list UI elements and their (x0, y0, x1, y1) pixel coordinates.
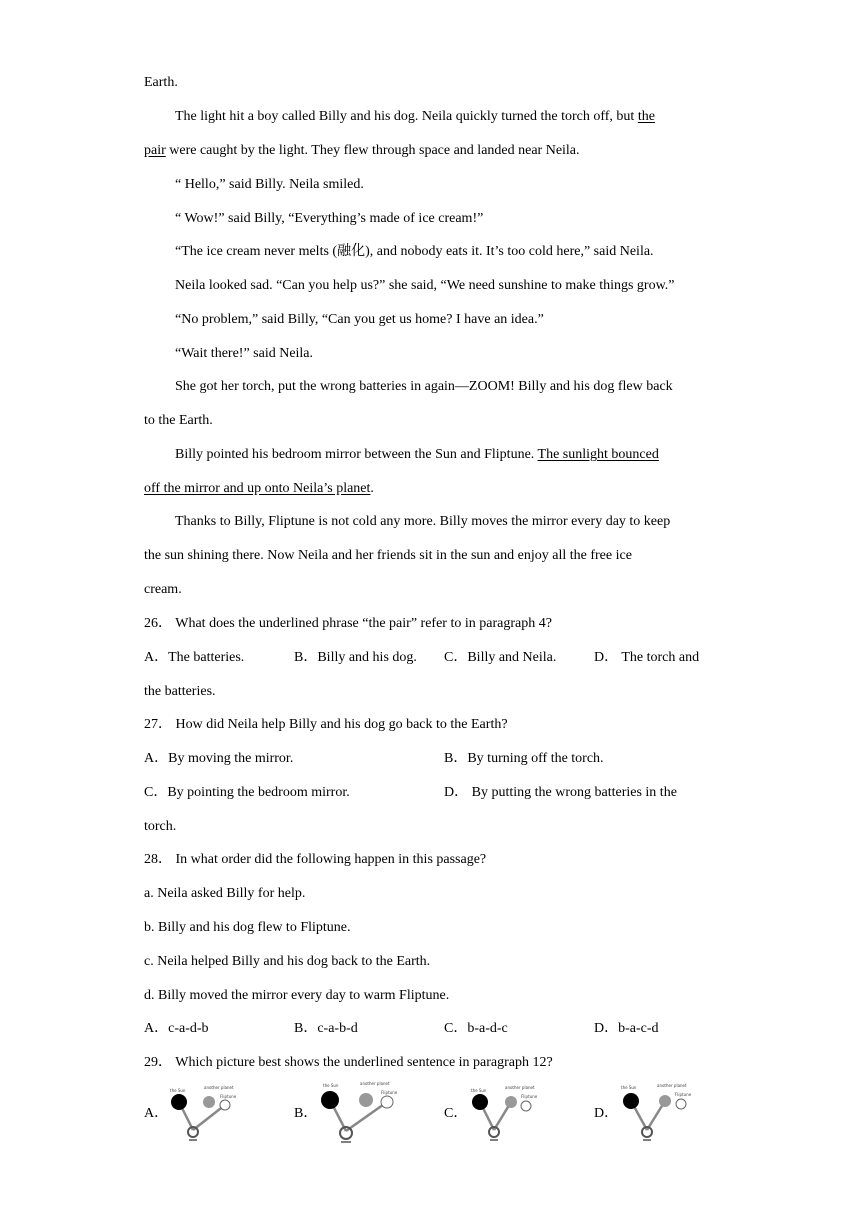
svg-text:another planet: another planet (505, 1085, 535, 1090)
q29-option-a[interactable]: A． (144, 1106, 169, 1121)
q29-picture-d (613, 1082, 697, 1144)
passage-line: She got her torch, put the wrong batteries in again—ZOOM! Billy and his dog flew back (175, 379, 673, 394)
svg-text:another planet: another planet (204, 1085, 234, 1090)
svg-text:Fliptune: Fliptune (521, 1094, 538, 1099)
q26-option-c[interactable]: C．Billy and Neila. (444, 650, 557, 665)
svg-text:Fliptune: Fliptune (675, 1092, 692, 1097)
passage-line: the sun shining there. Now Neila and her friends sit in the sun and enjoy all the free ice (144, 548, 632, 563)
passage-line: Neila looked sad. “Can you help us?” she said, “We need sunshine to make things grow.” (175, 278, 675, 293)
question-28-stem: 28． In what order did the following happen in this passage? (144, 852, 487, 867)
passage-line: Billy pointed his bedroom mirror between the Sun and Fliptune. The sunlight bounced (175, 447, 659, 462)
passage-line: pair were caught by the light. They flew through space and landed near Neila. (144, 143, 580, 158)
q29-option-b[interactable]: B． (294, 1106, 318, 1121)
passage-line: “No problem,” said Billy, “Can you get us home? I have an idea.” (175, 312, 544, 327)
q27-option-a[interactable]: A．By moving the mirror. (144, 751, 294, 766)
question-26-stem: 26． What does the underlined phrase “the pair” refer to in paragraph 4? (144, 616, 552, 631)
q29-option-c[interactable]: C． (444, 1106, 468, 1121)
svg-text:another planet: another planet (657, 1083, 687, 1088)
q29-picture-a (162, 1084, 242, 1144)
q26-option-d[interactable]: D． The torch and (594, 650, 700, 665)
passage-line: The light hit a boy called Billy and his dog. Neila quickly turned the torch off, but the (175, 109, 655, 124)
question-27-stem: 27． How did Neila help Billy and his dog go back to the Earth? (144, 717, 508, 732)
q28-option-b[interactable]: B．c-a-b-d (294, 1021, 358, 1036)
passage-line: cream. (144, 582, 182, 597)
q29-picture-c (463, 1084, 543, 1144)
q28-event-c: c. Neila helped Billy and his dog back to the Earth. (144, 954, 431, 969)
passage-line: “The ice cream never melts (融化), and nobody eats it. It’s too cold here,” said Neila. (175, 244, 654, 259)
q29-option-d[interactable]: D． (594, 1106, 619, 1121)
q26-option-d-continued: the batteries. (144, 684, 216, 699)
svg-text:the Sun: the Sun (170, 1088, 186, 1093)
svg-text:Fliptune: Fliptune (220, 1094, 237, 1099)
q26-option-b[interactable]: B．Billy and his dog. (294, 650, 417, 665)
passage-line: Earth. (144, 75, 178, 90)
q28-event-a: a. Neila asked Billy for help. (144, 886, 306, 901)
svg-text:the Sun: the Sun (621, 1085, 637, 1090)
q27-option-b[interactable]: B．By turning off the torch. (444, 751, 604, 766)
passage-line: off the mirror and up onto Neila’s planet. (144, 481, 374, 496)
svg-text:another planet: another planet (360, 1081, 390, 1086)
underlined-phrase: pair (144, 143, 166, 158)
q28-option-a[interactable]: A．c-a-d-b (144, 1021, 209, 1036)
passage-line: “ Wow!” said Billy, “Everything’s made of ice cream!” (175, 211, 484, 226)
svg-text:the Sun: the Sun (471, 1088, 487, 1093)
passage-line: to the Earth. (144, 413, 213, 428)
q26-option-a[interactable]: A．The batteries. (144, 650, 245, 665)
underlined-sentence: The sunlight bounced (537, 447, 659, 462)
svg-text:Fliptune: Fliptune (381, 1090, 398, 1095)
passage-line: “ Hello,” said Billy. Neila smiled. (175, 177, 364, 192)
passage-line: Thanks to Billy, Fliptune is not cold any more. Billy moves the mirror every day to keep (175, 514, 671, 529)
q27-option-c[interactable]: C．By pointing the bedroom mirror. (144, 785, 350, 800)
question-29-stem: 29． Which picture best shows the underlined sentence in paragraph 12? (144, 1055, 553, 1070)
q28-event-d: d. Billy moved the mirror every day to warm Fliptune. (144, 988, 450, 1003)
passage-line: “Wait there!” said Neila. (175, 346, 314, 361)
q27-option-d[interactable]: D． By putting the wrong batteries in the (444, 785, 677, 800)
q27-option-d-continued: torch. (144, 819, 177, 834)
q28-event-b: b. Billy and his dog flew to Fliptune. (144, 920, 351, 935)
svg-text:the Sun: the Sun (323, 1083, 339, 1088)
q28-option-d[interactable]: D．b-a-c-d (594, 1021, 659, 1036)
underlined-phrase: the (637, 109, 655, 124)
q28-option-c[interactable]: C．b-a-d-c (444, 1021, 508, 1036)
underlined-sentence: off the mirror and up onto Neila’s planet (144, 481, 371, 496)
q29-picture-b (313, 1080, 403, 1146)
